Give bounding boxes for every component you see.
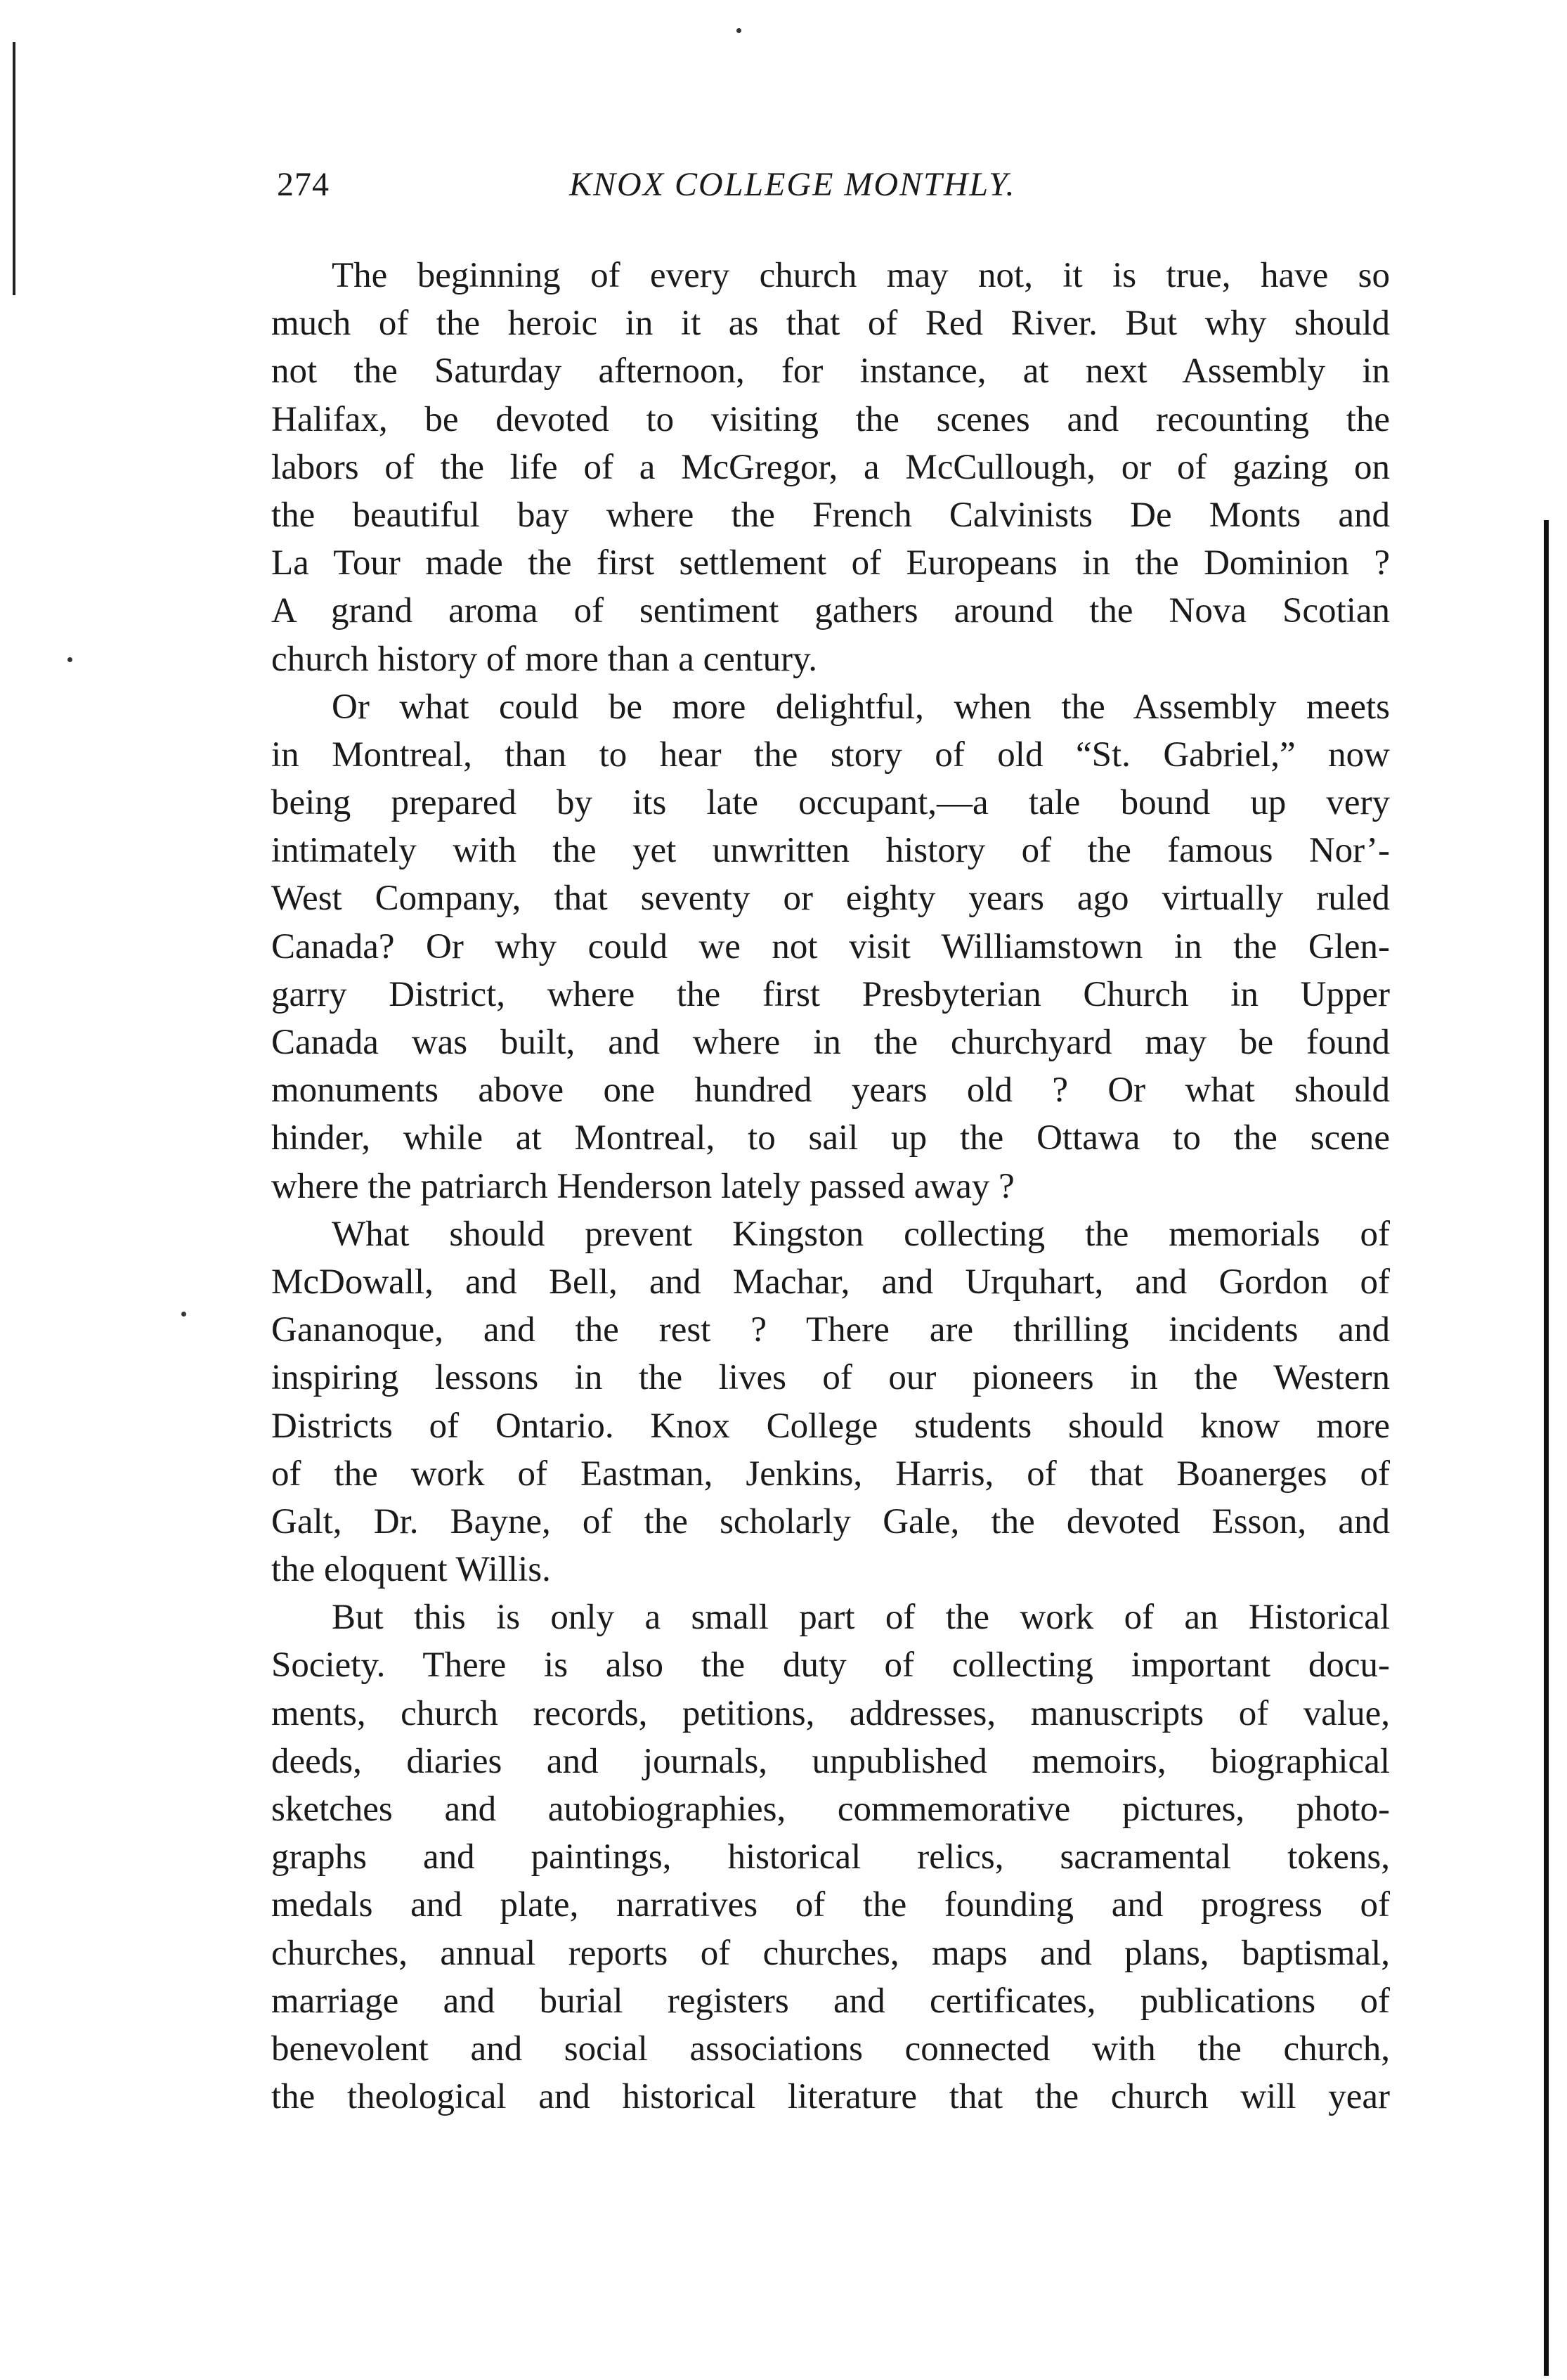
text-line: ments, church records, petitions, addresses, manuscripts of value, [271, 1693, 1390, 1733]
text-line: monuments above one hundred years old ? Or what should [271, 1071, 1390, 1111]
text-line: Canada? Or why could we not visit Williamstown in the Glen- [271, 926, 1390, 966]
text-line: much of the heroic in it as that of Red River. But why should [271, 304, 1390, 344]
body-text [271, 252, 1390, 2121]
scan-speck [181, 1312, 186, 1317]
text-line: Districts of Ontario. Knox College students should know more [271, 1406, 1390, 1446]
text-line: hinder, while at Montreal, to sail up the Ottawa to the scene [271, 1118, 1390, 1158]
text-line: Galt, Dr. Bayne, of the scholarly Gale, the devoted Esson, and [271, 1501, 1390, 1541]
text-line: being prepared by its late occupant,—a tale bound up very [271, 783, 1390, 823]
running-head [277, 160, 1377, 209]
text-line: deeds, diaries and journals, unpublished memoirs, biographical [271, 1741, 1390, 1781]
text-line: McDowall, and Bell, and Machar, and Urquhart, and Gordon of [271, 1262, 1390, 1302]
text-line: What should prevent Kingston collecting the memorials of [332, 1214, 1390, 1254]
text-line: the theological and historical literature that the church will year [271, 2077, 1390, 2117]
text-line: graphs and paintings, historical relics, sacramental tokens, [271, 1837, 1390, 1877]
journal-title: KNOX COLLEGE MONTHLY. [569, 166, 1016, 203]
text-line: Halifax, be devoted to visiting the scenes and recounting the [271, 399, 1390, 439]
text-line: the eloquent Willis. [271, 1550, 551, 1590]
text-line: sketches and autobiographies, commemorative pictures, photo- [271, 1790, 1390, 1829]
scan-speck [67, 657, 72, 662]
text-line: La Tour made the first settlement of Europeans in the Dominion ? [271, 543, 1390, 583]
text-line: garry District, where the first Presbyterian Church in Upper [271, 974, 1390, 1014]
text-line: churches, annual reports of churches, maps and plans, baptismal, [271, 1933, 1390, 1973]
text-line: Canada was built, and where in the churchyard may be found [271, 1023, 1390, 1062]
text-line: church history of more than a century. [271, 639, 818, 679]
text-line: where the patriarch Henderson lately passed away ? [271, 1166, 1015, 1206]
scan-speck [736, 28, 741, 33]
text-line: labors of the life of a McGregor, a McCullough, or of gazing on [271, 447, 1390, 487]
text-line: Society. There is also the duty of collecting important docu- [271, 1645, 1390, 1686]
text-line: The beginning of every church may not, it is true, have so [332, 256, 1390, 295]
text-line: marriage and burial registers and certificates, publications of [271, 1981, 1390, 2021]
text-line: not the Saturday afternoon, for instance, at next Assembly in [271, 351, 1390, 392]
text-line: in Montreal, than to hear the story of old “St. Gabriel,” now [271, 735, 1390, 775]
text-line: Gananoque, and the rest ? There are thrilling incidents and [271, 1310, 1390, 1350]
text-line: A grand aroma of sentiment gathers around the Nova Scotian [271, 591, 1390, 631]
text-line: intimately with the yet unwritten history of the famous Nor’- [271, 831, 1390, 871]
text-line: Or what could be more delightful, when the Assembly meets [332, 687, 1390, 727]
text-line: the beautiful bay where the French Calvinists De Monts and [271, 495, 1390, 535]
text-line: West Company, that seventy or eighty years ago virtually ruled [271, 879, 1390, 919]
text-line: of the work of Eastman, Jenkins, Harris, of that Boanerges of [271, 1454, 1390, 1494]
scan-edge-left [13, 42, 15, 295]
text-line: inspiring lessons in the lives of our pioneers in the Western [271, 1358, 1390, 1398]
page-number: 274 [277, 166, 330, 203]
text-line: benevolent and social associations connected with the church, [271, 2029, 1390, 2069]
scan-edge-right [1544, 520, 1549, 2376]
text-line: medals and plate, narratives of the founding and progress of [271, 1885, 1390, 1925]
text-line: But this is only a small part of the work of an Historical [332, 1598, 1390, 1638]
